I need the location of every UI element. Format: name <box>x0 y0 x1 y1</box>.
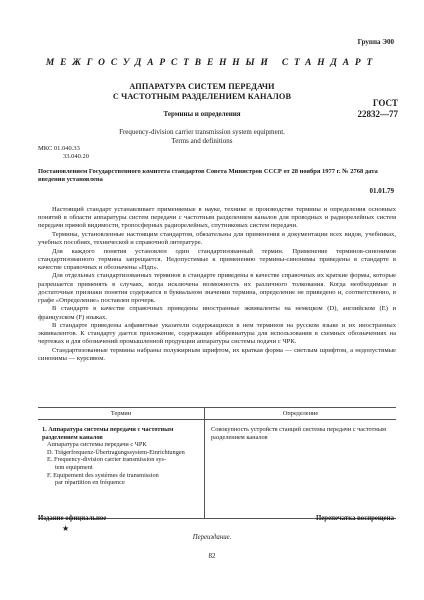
gost-label: ГОСТ <box>372 98 398 108</box>
terms-table <box>38 407 396 519</box>
column-header-definition: Определение <box>282 410 319 417</box>
group-code: Группа Э00 <box>357 38 394 46</box>
title-subtitle: Термины и определения <box>163 110 241 118</box>
paragraph: Для отдельных стандартизованных терминов в стандарте приведены в качестве справочных их краткие формы, которые разрешается применять в случаях, когда исключена возможность их различного толкования. Когда необходимые и достаточные признаки понятия содержатся в буквальном значении термина, определение не приведено и, соответственно, в графе «Определение» поставлен прочерк. <box>38 272 396 304</box>
paragraph: Термины, установленные настоящим стандартом, обязательны для применения в документации всех видов, учебниках, учебных пособиях, технической и справочной литературе. <box>38 230 396 247</box>
star-icon: ★ <box>62 524 70 533</box>
english-title-line-2: Terms and definitions <box>171 137 233 145</box>
introduction-date: 01.01.79 <box>369 187 394 195</box>
page-number: 82 <box>208 552 216 560</box>
term-cell <box>38 420 205 518</box>
short-form: Аппаратура системы передачи с ЧРК <box>47 441 147 449</box>
reissue-label: Переиздание. <box>192 534 232 541</box>
title-line-2: С ЧАСТОТНЫМ РАЗДЕЛЕНИЕМ КАНАЛОВ <box>112 92 292 101</box>
column-header-term: Термин <box>38 408 205 419</box>
english-title <box>82 128 322 146</box>
mks-line-2: 33.040.20 <box>63 153 89 160</box>
foreign-en-line-1: E. Frequency-division carrier transmission sys- <box>47 456 167 464</box>
foreign-equivalent-fr <box>42 472 200 487</box>
paragraph: В стандарте приведены алфавитные указатели содержащихся в нем терминов на русском языке и их иностранных эквивалентов. К стандарту дается приложение, содержащее аббревиатуры для использования в схемных обозначениях на чертежах и для обозначений промышленной продукции аппаратуры системы подачи с ЧРК. <box>38 322 396 346</box>
foreign-equivalent-de: D. Trägerfrequenz-Übertragungssystem-Einrichtungen <box>47 448 185 456</box>
english-title-line-1: Frequency-division carrier transmission system equipment. <box>119 128 285 136</box>
mks-codes <box>38 145 89 161</box>
table-row <box>38 420 396 518</box>
foreign-en-line-2: tem equipment <box>55 463 93 471</box>
title-block <box>82 82 322 146</box>
body-text <box>38 206 396 364</box>
official-edition-label: Издание официальное <box>38 515 107 522</box>
paragraph: Для каждого понятия установлен один стандартизованный термин. Применение терминов-синонимов стандартизованного термина запрещается. Недопустимые к применению термины-синонимы приведены в стандарте в качестве справочных и обозначены «Ндп». <box>38 247 396 271</box>
standard-term: 1. Аппаратура системы передачи с частотным разделением каналов <box>42 426 174 441</box>
paragraph: В стандарте в качестве справочных приведены иностранные эквиваленты на немецком (D), английском (E) и французском (F) языках. <box>38 305 396 321</box>
mks-line-1: МКС 01.040.33 <box>38 145 80 152</box>
reprint-prohibited-label: Перепечатка воспрещена <box>316 515 394 522</box>
paragraph: Стандартизованные термины набраны полужирным шрифтом, их краткая форма — светлым шрифтом, а недопустимые синонимы — курсивом. <box>38 347 396 363</box>
foreign-equivalent-en <box>42 456 200 471</box>
decree-text: Постановлением Государственного комитета стандартов Совета Министров СССР от 28 ноября 1977 г. № 2768 дата введения установлена <box>38 168 378 183</box>
paragraph: Настоящий стандарт устанавливает применяемые в науке, технике и производстве термины и определения основных понятий в области аппаратуры систем передачи с частотным разделением каналов для проводных и радиорелейных систем передачи прямой видимости, тропосферных радиорелейных, спутниковых систем передачи. <box>38 206 396 230</box>
definition-cell: Совокупность устройств станций системы передачи с частотным разделением каналов <box>211 426 386 441</box>
title-line-1: АППАРАТУРА СИСТЕМ ПЕРЕДАЧИ <box>129 82 275 91</box>
foreign-fr-line-1: F. Equipement des systèmes de transmission <box>47 471 159 479</box>
foreign-fr-line-2: par répartition en fréquence <box>55 479 125 487</box>
table-header <box>38 408 396 420</box>
gost-number: 22832—77 <box>357 109 398 119</box>
gost-designation <box>328 98 398 120</box>
interstate-standard-heading: МЕЖГОСУДАРСТВЕННЫЙ СТАНДАРТ <box>45 58 379 68</box>
